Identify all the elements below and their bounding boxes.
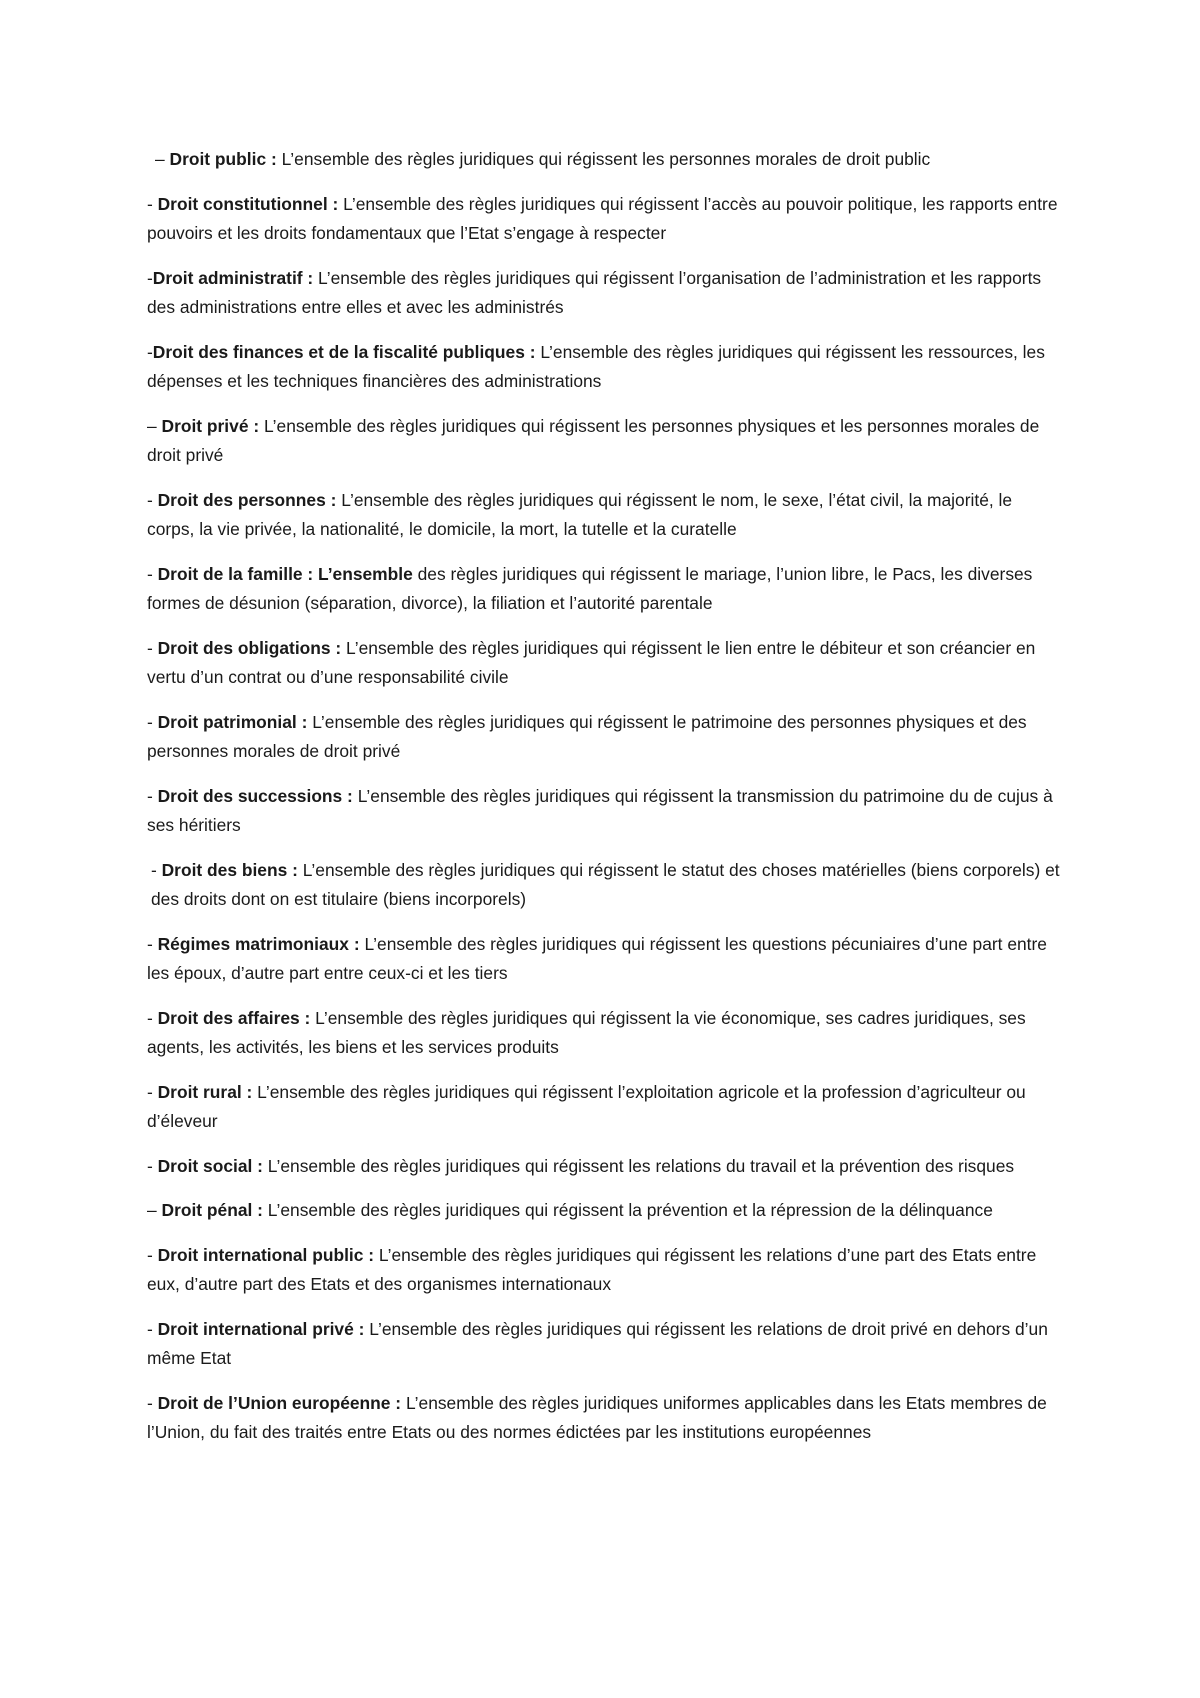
- entry-prefix: -: [147, 489, 158, 510]
- entry-droit-public: [147, 145, 1062, 175]
- entry-definition: L’ensemble des règles juridiques qui régissent les questions pécuniaires d’une part entre les époux, d’autre part entre ceux-ci et les tiers: [147, 933, 1047, 983]
- entry-prefix: -: [147, 933, 158, 954]
- entry-droit-des-obligations: [147, 634, 1062, 693]
- entry-prefix: -: [147, 193, 158, 214]
- entry-prefix: -: [147, 711, 158, 732]
- entry-term: Droit des biens :: [161, 859, 298, 880]
- entry-droit-rural: [147, 1078, 1062, 1137]
- entry-term: Droit des personnes :: [157, 489, 337, 510]
- entry-term: Droit privé :: [161, 415, 260, 436]
- entry-prefix: -: [147, 1318, 158, 1339]
- document-content: [147, 145, 1062, 1463]
- entry-definition: L’ensemble des règles juridiques qui régissent la transmission du patrimoine du de cujus à ses héritiers: [147, 785, 1053, 835]
- entry-droit-des-affaires: [147, 1004, 1062, 1063]
- entry-prefix: -: [147, 1081, 158, 1102]
- entry-droit-des-biens: [147, 856, 1062, 915]
- entry-term: Droit administratif :: [152, 267, 314, 288]
- entry-definition: L’ensemble des règles juridiques qui régissent les personnes morales de droit public: [276, 149, 931, 169]
- entry-prefix: -: [147, 341, 153, 362]
- entry-definition: L’ensemble des règles juridiques qui régissent les personnes physiques et les personnes morales de droit privé: [147, 415, 1040, 465]
- entry-term: Droit patrimonial :: [157, 711, 308, 732]
- entry-definition: L’ensemble des règles juridiques uniformes applicables dans les Etats membres de l’Union, du fait des traités entre Etats ou des normes édictées par les institutions européennes: [147, 1392, 1047, 1442]
- entry-term: Droit constitutionnel :: [157, 193, 339, 214]
- entry-term: Droit des affaires :: [157, 1007, 311, 1028]
- entry-droit-social: [147, 1152, 1062, 1182]
- entry-definition: L’ensemble des règles juridiques qui régissent les relations du travail et la prévention des risques: [262, 1155, 1015, 1176]
- entry-definition: L’ensemble des règles juridiques qui régissent le patrimoine des personnes physiques et des personnes morales de droit privé: [147, 711, 1027, 761]
- entry-prefix: –: [155, 149, 170, 169]
- entry-term: Droit des finances et de la fiscalité publiques :: [152, 341, 536, 362]
- entry-droit-prive: [147, 412, 1062, 471]
- entry-droit-union-europeenne: [147, 1389, 1062, 1448]
- entry-term: Droit social :: [157, 1155, 263, 1176]
- entry-term: Droit rural :: [157, 1081, 253, 1102]
- entry-prefix: -: [147, 1155, 158, 1176]
- entry-droit-constitutionnel: [147, 190, 1062, 249]
- entry-definition: L’ensemble des règles juridiques qui régissent l’organisation de l’administration et les rapports des administrations entre elles et avec les administrés: [147, 267, 1042, 317]
- entry-prefix: -: [147, 637, 158, 658]
- entry-definition: L’ensemble des règles juridiques qui régissent l’accès au pouvoir politique, les rapports entre pouvoirs et les droits fondamentaux que l’Etat s’engage à respecter: [147, 193, 1058, 243]
- entry-prefix: -: [147, 1244, 158, 1265]
- entry-prefix: -: [147, 1392, 158, 1413]
- entry-droit-de-la-famille: [147, 560, 1062, 619]
- entry-droit-des-personnes: [147, 486, 1062, 545]
- entry-definition: L’ensemble des règles juridiques qui régissent les relations d’une part des Etats entre eux, d’autre part des Etats et des organismes internationaux: [147, 1244, 1037, 1294]
- entry-definition: L’ensemble des règles juridiques qui régissent les relations de droit privé en dehors d’un même Etat: [147, 1318, 1048, 1368]
- entry-definition: L’ensemble des règles juridiques qui régissent le statut des choses matérielles (biens corporels) et des droits dont on est titulaire (biens incorporels): [151, 859, 1060, 909]
- entry-term: Droit de l’Union européenne :: [157, 1392, 402, 1413]
- entry-term: Droit international privé :: [157, 1318, 365, 1339]
- entry-droit-administratif: [147, 264, 1062, 323]
- entry-prefix: –: [147, 1200, 162, 1220]
- entry-prefix: -: [147, 267, 153, 288]
- entry-prefix: –: [147, 415, 162, 436]
- entry-droit-des-successions: [147, 782, 1062, 841]
- entry-definition: L’ensemble des règles juridiques qui régissent les ressources, les dépenses et les techniques financières des administrations: [147, 341, 1045, 391]
- entry-term: Droit public :: [169, 149, 277, 169]
- entry-regimes-matrimoniaux: [147, 930, 1062, 989]
- entry-term: Droit des obligations :: [157, 637, 342, 658]
- entry-term: Droit pénal :: [161, 1200, 263, 1220]
- entry-prefix: -: [151, 859, 162, 880]
- entry-droit-international-public: [147, 1241, 1062, 1300]
- entry-prefix: -: [147, 1007, 158, 1028]
- entry-droit-patrimonial: [147, 708, 1062, 767]
- entry-definition: L’ensemble des règles juridiques qui régissent la vie économique, ses cadres juridiques, ses agents, les activités, les biens et les services produits: [147, 1007, 1026, 1057]
- entry-term: Droit des successions :: [157, 785, 353, 806]
- entry-term: Régimes matrimoniaux :: [157, 933, 360, 954]
- entry-definition: L’ensemble des règles juridiques qui régissent la prévention et la répression de la délinquance: [262, 1200, 993, 1220]
- entry-droit-penal: [147, 1196, 1062, 1226]
- entry-droit-international-prive: [147, 1315, 1062, 1374]
- entry-definition: L’ensemble des règles juridiques qui régissent le lien entre le débiteur et son créancier en vertu d’un contrat ou d’une responsabilité civile: [147, 637, 1036, 687]
- entry-term: Droit de la famille : L’ensemble: [157, 563, 413, 584]
- entry-term: Droit international public :: [157, 1244, 375, 1265]
- entry-prefix: -: [147, 785, 158, 806]
- entry-droit-finances-fiscalite: [147, 338, 1062, 397]
- entry-definition: L’ensemble des règles juridiques qui régissent l’exploitation agricole et la profession d’agriculteur ou d’éleveur: [147, 1081, 1026, 1131]
- entry-definition: L’ensemble des règles juridiques qui régissent le nom, le sexe, l’état civil, la majorité, le corps, la vie privée, la nationalité, le domicile, la mort, la tutelle et la curatelle: [147, 489, 1013, 539]
- entry-definition: des règles juridiques qui régissent le mariage, l’union libre, le Pacs, les diverses formes de désunion (séparation, divorce), la filiation et l’autorité parentale: [147, 563, 1033, 613]
- entry-prefix: -: [147, 563, 158, 584]
